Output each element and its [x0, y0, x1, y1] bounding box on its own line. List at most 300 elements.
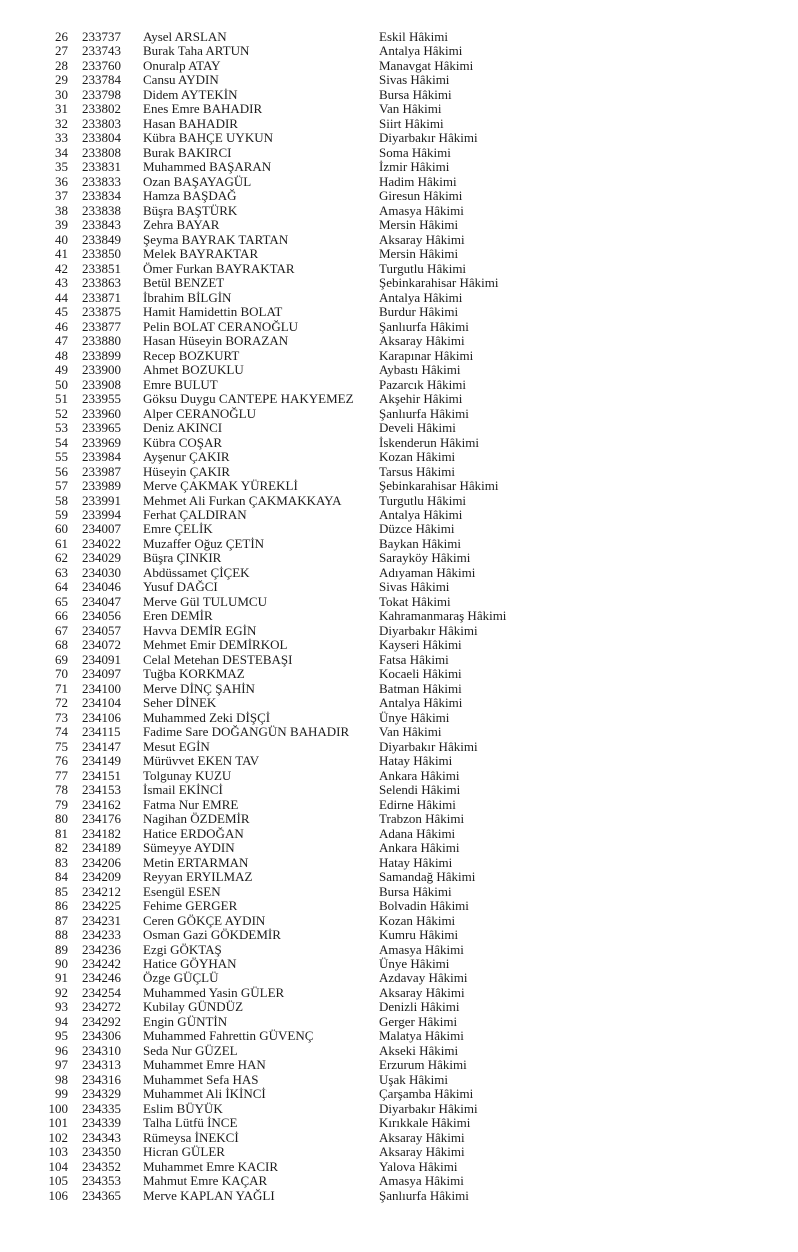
judge-title: Kayseri Hâkimi	[379, 638, 462, 653]
judge-title: Şebinkarahisar Hâkimi	[379, 479, 499, 494]
judge-title: Burdur Hâkimi	[379, 305, 459, 320]
table-row	[0, 146, 798, 160]
registration-number: 233737	[82, 29, 121, 44]
judge-title: Kahramanmaraş Hâkimi	[379, 609, 507, 624]
judge-title: Amasya Hâkimi	[379, 942, 464, 957]
table-row	[0, 899, 798, 913]
registration-number: 233960	[82, 405, 121, 421]
registration-number: 233989	[82, 478, 121, 494]
judge-name: Sümeyye AYDIN	[143, 841, 235, 856]
judge-title: Düzce Hâkimi	[379, 522, 455, 537]
judge-title: Şanlıurfa Hâkimi	[379, 1188, 469, 1203]
table-row	[0, 1029, 798, 1043]
row-number: 103	[48, 1144, 68, 1160]
table-row	[0, 653, 798, 667]
registration-number: 234310	[82, 1042, 121, 1058]
table-row	[0, 175, 798, 189]
registration-number: 234046	[82, 579, 121, 595]
judge-title: Diyarbakır Hâkimi	[379, 1101, 478, 1116]
registration-number: 234350	[82, 1144, 121, 1160]
judge-title: Baykan Hâkimi	[379, 536, 461, 551]
table-row	[0, 856, 798, 870]
judge-title: Şebinkarahisar Hâkimi	[379, 276, 499, 291]
row-number: 48	[55, 347, 68, 363]
table-row	[0, 827, 798, 841]
registration-number: 234343	[82, 1129, 121, 1145]
table-row	[0, 204, 798, 218]
row-number: 35	[55, 159, 68, 175]
table-row	[0, 638, 798, 652]
judge-name: Muhammed BAŞARAN	[143, 160, 272, 175]
row-number: 60	[55, 521, 68, 537]
row-number: 42	[55, 260, 68, 276]
judge-title: Samandağ Hâkimi	[379, 870, 476, 885]
row-number: 26	[55, 29, 68, 44]
table-row	[0, 1189, 798, 1203]
judge-name: Emre BULUT	[143, 377, 218, 392]
judge-name: Merve KAPLAN YAĞLI	[143, 1188, 275, 1203]
registration-number: 234115	[82, 724, 121, 740]
judge-name: Eslim BÜYÜK	[143, 1101, 223, 1116]
judge-title: Antalya Hâkimi	[379, 507, 463, 522]
judge-name: Muhammed Zeki DİŞÇİ	[143, 710, 271, 725]
row-number: 72	[55, 695, 68, 711]
registration-number: 234182	[82, 825, 121, 841]
registration-number: 233863	[82, 275, 121, 291]
judge-title: Manavgat Hâkimi	[379, 58, 474, 73]
judge-title: Amasya Hâkimi	[379, 1174, 464, 1189]
judge-name: Ozan BAŞAYAGÜL	[143, 174, 252, 189]
registration-number: 233808	[82, 144, 121, 160]
registration-number: 234091	[82, 651, 121, 667]
registration-number: 234100	[82, 680, 121, 696]
judge-title: Batman Hâkimi	[379, 681, 462, 696]
table-row	[0, 580, 798, 594]
judge-title: Çarşamba Hâkimi	[379, 1087, 474, 1102]
table-row	[0, 566, 798, 580]
judge-title: Aksaray Hâkimi	[379, 232, 465, 247]
registration-number: 233991	[82, 492, 121, 508]
judge-name: Büşra ÇINKIR	[143, 551, 222, 566]
judge-name: Özge GÜÇLÜ	[143, 971, 219, 986]
table-row	[0, 1174, 798, 1188]
judge-title: Eskil Hâkimi	[379, 30, 448, 44]
judge-title: Pazarcık Hâkimi	[379, 377, 466, 392]
registration-number: 234313	[82, 1057, 121, 1073]
row-number: 80	[55, 811, 68, 827]
registration-number: 233798	[82, 86, 121, 102]
judge-name: Hüseyin ÇAKIR	[143, 464, 231, 479]
registration-number: 234151	[82, 767, 121, 783]
table-row	[0, 551, 798, 565]
judge-title: Develi Hâkimi	[379, 421, 456, 436]
judge-name: Hicran GÜLER	[143, 1145, 225, 1160]
table-row	[0, 334, 798, 348]
registration-number: 233969	[82, 434, 121, 450]
table-row	[0, 812, 798, 826]
table-row	[0, 740, 798, 754]
table-row	[0, 378, 798, 392]
row-number: 31	[55, 101, 68, 117]
judge-name: Enes Emre BAHADIR	[143, 102, 263, 117]
table-row	[0, 508, 798, 522]
judge-title: Bolvadin Hâkimi	[379, 899, 469, 914]
judge-name: Fatma Nur EMRE	[143, 797, 239, 812]
judge-title: Aksaray Hâkimi	[379, 985, 465, 1000]
row-number: 83	[55, 854, 68, 870]
table-row	[0, 392, 798, 406]
row-number: 52	[55, 405, 68, 421]
table-row	[0, 1087, 798, 1101]
judge-name: Cansu AYDIN	[143, 73, 219, 88]
row-number: 84	[55, 869, 68, 885]
table-row	[0, 102, 798, 116]
judge-title: Gerger Hâkimi	[379, 1014, 458, 1029]
table-row	[0, 1116, 798, 1130]
table-row	[0, 870, 798, 884]
document-page	[0, 30, 798, 1203]
judge-name: Recep BOZKURT	[143, 348, 240, 363]
registration-number: 234339	[82, 1115, 121, 1131]
judge-name: Merve Gül TULUMCU	[143, 594, 267, 609]
judge-name: İbrahim BİLGİN	[143, 290, 232, 305]
row-number: 57	[55, 478, 68, 494]
judge-name: Muhammed Fahrettin GÜVENÇ	[143, 1029, 314, 1044]
row-number: 95	[55, 1028, 68, 1044]
registration-number: 233743	[82, 43, 121, 59]
judge-name: Aysel ARSLAN	[143, 30, 227, 44]
row-number: 104	[48, 1158, 68, 1174]
registration-number: 234231	[82, 912, 121, 928]
row-number: 68	[55, 637, 68, 653]
registration-number: 234233	[82, 927, 121, 943]
table-row	[0, 59, 798, 73]
registration-number: 233875	[82, 304, 121, 320]
row-number: 61	[55, 535, 68, 551]
registration-number: 234225	[82, 898, 121, 914]
registration-number: 234162	[82, 796, 121, 812]
table-row	[0, 522, 798, 536]
judge-title: Antalya Hâkimi	[379, 290, 463, 305]
row-number: 28	[55, 57, 68, 73]
registration-number: 234212	[82, 883, 121, 899]
row-number: 70	[55, 666, 68, 682]
table-row	[0, 1073, 798, 1087]
judge-name: Mürüvvet EKEN TAV	[143, 754, 260, 769]
table-row	[0, 783, 798, 797]
row-number: 71	[55, 680, 68, 696]
judge-title: Turgutlu Hâkimi	[379, 261, 467, 276]
row-number: 47	[55, 333, 68, 349]
row-number: 38	[55, 202, 68, 218]
row-number: 106	[48, 1187, 68, 1203]
judge-name: Osman Gazi GÖKDEMİR	[143, 928, 281, 943]
registration-number: 234056	[82, 608, 121, 624]
row-number: 94	[55, 1013, 68, 1029]
table-row	[0, 841, 798, 855]
row-number: 97	[55, 1057, 68, 1073]
judge-name: Büşra BAŞTÜRK	[143, 203, 238, 218]
judge-title: İzmir Hâkimi	[379, 160, 450, 175]
row-number: 27	[55, 43, 68, 59]
judge-title: Giresun Hâkimi	[379, 189, 463, 204]
row-number: 100	[48, 1100, 68, 1116]
judge-name: Alper CERANOĞLU	[143, 406, 257, 421]
judge-title: Van Hâkimi	[379, 102, 442, 117]
table-row	[0, 189, 798, 203]
judge-title: Trabzon Hâkimi	[379, 812, 465, 827]
table-row	[0, 798, 798, 812]
judge-title: Tarsus Hâkimi	[379, 464, 455, 479]
table-row	[0, 131, 798, 145]
registration-number: 234246	[82, 970, 121, 986]
judge-title: Karapınar Hâkimi	[379, 348, 474, 363]
judge-name: Kübra BAHÇE UYKUN	[143, 131, 273, 146]
row-number: 54	[55, 434, 68, 450]
judge-title: Kozan Hâkimi	[379, 913, 456, 928]
table-row	[0, 73, 798, 87]
judge-title: Yalova Hâkimi	[379, 1159, 458, 1174]
row-number: 99	[55, 1086, 68, 1102]
judge-title: Adana Hâkimi	[379, 826, 456, 841]
judge-title: Hadim Hâkimi	[379, 174, 457, 189]
registration-number: 234029	[82, 550, 121, 566]
judge-name: Havva DEMİR EGİN	[143, 623, 257, 638]
judge-title: Bursa Hâkimi	[379, 884, 452, 899]
row-number: 40	[55, 231, 68, 247]
judge-name: Mehmet Ali Furkan ÇAKMAKKAYA	[143, 493, 342, 508]
registration-number: 234047	[82, 593, 121, 609]
table-row	[0, 44, 798, 58]
registration-number: 234254	[82, 984, 121, 1000]
row-number: 37	[55, 188, 68, 204]
registration-number: 234176	[82, 811, 121, 827]
table-row	[0, 971, 798, 985]
registration-number: 233987	[82, 463, 121, 479]
judge-title: Hatay Hâkimi	[379, 855, 453, 870]
row-number: 63	[55, 564, 68, 580]
judge-name: Şeyma BAYRAK TARTAN	[143, 232, 289, 247]
row-number: 75	[55, 738, 68, 754]
row-number: 33	[55, 130, 68, 146]
judge-name: Tuğba KORKMAZ	[143, 667, 245, 682]
judge-name: Fadime Sare DOĞANGÜN BAHADIR	[143, 725, 350, 740]
judge-title: Selendi Hâkimi	[379, 783, 461, 798]
table-row	[0, 682, 798, 696]
judge-name: Rümeysa İNEKCİ	[143, 1130, 239, 1145]
judge-name: Ceren GÖKÇE AYDIN	[143, 913, 266, 928]
table-row	[0, 479, 798, 493]
judge-title: Şanlıurfa Hâkimi	[379, 406, 469, 421]
judge-name: Pelin BOLAT CERANOĞLU	[143, 319, 299, 334]
table-row	[0, 928, 798, 942]
judge-title: Mersin Hâkimi	[379, 218, 459, 233]
table-row	[0, 696, 798, 710]
row-number: 50	[55, 376, 68, 392]
registration-number: 234022	[82, 535, 121, 551]
table-row	[0, 465, 798, 479]
judge-title: Turgutlu Hâkimi	[379, 493, 467, 508]
judge-name: Ayşenur ÇAKIR	[143, 450, 230, 465]
registration-number: 234292	[82, 1013, 121, 1029]
table-row	[0, 1044, 798, 1058]
registration-number: 233834	[82, 188, 121, 204]
table-row	[0, 624, 798, 638]
judge-title: Van Hâkimi	[379, 725, 442, 740]
table-row	[0, 363, 798, 377]
judge-title: Sivas Hâkimi	[379, 580, 450, 595]
judge-name: Muhammet Emre HAN	[143, 1058, 266, 1073]
table-row	[0, 305, 798, 319]
judge-name: Nagihan ÖZDEMİR	[143, 812, 250, 827]
row-number: 46	[55, 318, 68, 334]
judge-name: Metin ERTARMAN	[143, 855, 249, 870]
judge-name: Ezgi GÖKTAŞ	[143, 942, 222, 957]
judge-title: Sivas Hâkimi	[379, 73, 450, 88]
table-row	[0, 291, 798, 305]
row-number: 29	[55, 72, 68, 88]
judge-name: Seda Nur GÜZEL	[143, 1043, 238, 1058]
row-number: 30	[55, 86, 68, 102]
table-row	[0, 725, 798, 739]
judge-name: Ömer Furkan BAYRAKTAR	[143, 261, 295, 276]
row-number: 91	[55, 970, 68, 986]
table-row	[0, 1102, 798, 1116]
registration-number: 233994	[82, 506, 121, 522]
row-number: 93	[55, 999, 68, 1015]
judge-title: Azdavay Hâkimi	[379, 971, 468, 986]
table-row	[0, 117, 798, 131]
table-row	[0, 262, 798, 276]
registration-number: 233802	[82, 101, 121, 117]
judge-name: Yusuf DAĞCI	[143, 580, 218, 595]
judge-title: Akseki Hâkimi	[379, 1043, 459, 1058]
registration-number: 233804	[82, 130, 121, 146]
row-number: 51	[55, 391, 68, 407]
table-row	[0, 320, 798, 334]
judge-title: Ankara Hâkimi	[379, 841, 460, 856]
judge-name: Mesut EGİN	[143, 739, 210, 754]
judge-title: Diyarbakır Hâkimi	[379, 131, 478, 146]
row-number: 66	[55, 608, 68, 624]
judge-title: Antalya Hâkimi	[379, 696, 463, 711]
judge-name: Celal Metehan DESTEBAŞI	[143, 652, 293, 667]
registration-number: 234106	[82, 709, 121, 725]
registration-number: 234365	[82, 1187, 121, 1203]
table-row	[0, 1058, 798, 1072]
row-number: 82	[55, 840, 68, 856]
registration-number: 234335	[82, 1100, 121, 1116]
judge-title: Antalya Hâkimi	[379, 44, 463, 59]
registration-number: 234329	[82, 1086, 121, 1102]
judge-name: Ferhat ÇALDIRAN	[143, 507, 247, 522]
judge-name: Muhammed Yasin GÜLER	[143, 985, 285, 1000]
table-row	[0, 1131, 798, 1145]
judge-title: Ünye Hâkimi	[379, 957, 450, 971]
table-row	[0, 450, 798, 464]
row-number: 88	[55, 927, 68, 943]
row-number: 89	[55, 941, 68, 957]
judge-name: Ahmet BOZUKLU	[143, 363, 244, 378]
judge-name: Burak Taha ARTUN	[143, 44, 250, 59]
judge-name: Burak BAKIRCI	[143, 145, 232, 160]
table-row	[0, 233, 798, 247]
judge-name: Talha Lütfü İNCE	[143, 1116, 238, 1131]
registration-number: 234352	[82, 1158, 121, 1174]
row-number: 85	[55, 883, 68, 899]
registration-number: 233908	[82, 376, 121, 392]
row-number: 86	[55, 898, 68, 914]
registration-number: 234097	[82, 666, 121, 682]
row-number: 92	[55, 984, 68, 1000]
judge-name: Zehra BAYAR	[143, 218, 220, 233]
judge-name: Emre ÇELİK	[143, 522, 213, 537]
row-number: 55	[55, 449, 68, 465]
judge-name: Reyyan ERYILMAZ	[143, 870, 253, 885]
table-row	[0, 769, 798, 783]
registration-number: 233803	[82, 115, 121, 131]
row-number: 101	[48, 1115, 68, 1131]
table-row	[0, 609, 798, 623]
judge-name: Deniz AKINCI	[143, 421, 223, 436]
judge-name: Melek BAYRAKTAR	[143, 247, 259, 262]
judge-title: Uşak Hâkimi	[379, 1072, 448, 1087]
judge-title: Siirt Hâkimi	[379, 116, 444, 131]
judge-name: Kubilay GÜNDÜZ	[143, 1000, 244, 1015]
table-row	[0, 407, 798, 421]
row-number: 79	[55, 796, 68, 812]
judge-title: Hatay Hâkimi	[379, 754, 453, 769]
judge-title: Aksaray Hâkimi	[379, 334, 465, 349]
judge-title: Soma Hâkimi	[379, 145, 451, 160]
table-row	[0, 957, 798, 971]
judge-name: Eren DEMİR	[143, 609, 213, 624]
judge-title: Kozan Hâkimi	[379, 450, 456, 465]
judge-title: Edirne Hâkimi	[379, 797, 456, 812]
judge-title: Kırıkkale Hâkimi	[379, 1116, 471, 1131]
table-row	[0, 986, 798, 1000]
registration-number: 234104	[82, 695, 121, 711]
registration-number: 233784	[82, 72, 121, 88]
table-row	[0, 943, 798, 957]
judge-title: Mersin Hâkimi	[379, 247, 459, 262]
registration-number: 234149	[82, 753, 121, 769]
row-number: 49	[55, 362, 68, 378]
table-row	[0, 537, 798, 551]
row-number: 58	[55, 492, 68, 508]
registration-number: 234316	[82, 1071, 121, 1087]
registration-number: 233899	[82, 347, 121, 363]
judge-name: Didem AYTEKİN	[143, 87, 238, 102]
judge-name: Seher DİNEK	[143, 696, 217, 711]
row-number: 74	[55, 724, 68, 740]
judge-name: Esengül ESEN	[143, 884, 221, 899]
row-number: 102	[48, 1129, 68, 1145]
judge-title: Adıyaman Hâkimi	[379, 565, 476, 580]
judge-title: Ünye Hâkimi	[379, 710, 450, 725]
judge-name: Engin GÜNTİN	[143, 1014, 228, 1029]
judge-title: Şanlıurfa Hâkimi	[379, 319, 469, 334]
judge-title: Tokat Hâkimi	[379, 594, 451, 609]
registration-number: 234030	[82, 564, 121, 580]
table-row	[0, 1160, 798, 1174]
registration-number: 234057	[82, 622, 121, 638]
table-row	[0, 88, 798, 102]
judge-name: Hatice ERDOĞAN	[143, 826, 244, 841]
registration-number: 233900	[82, 362, 121, 378]
registration-number: 234007	[82, 521, 121, 537]
registration-number: 234206	[82, 854, 121, 870]
